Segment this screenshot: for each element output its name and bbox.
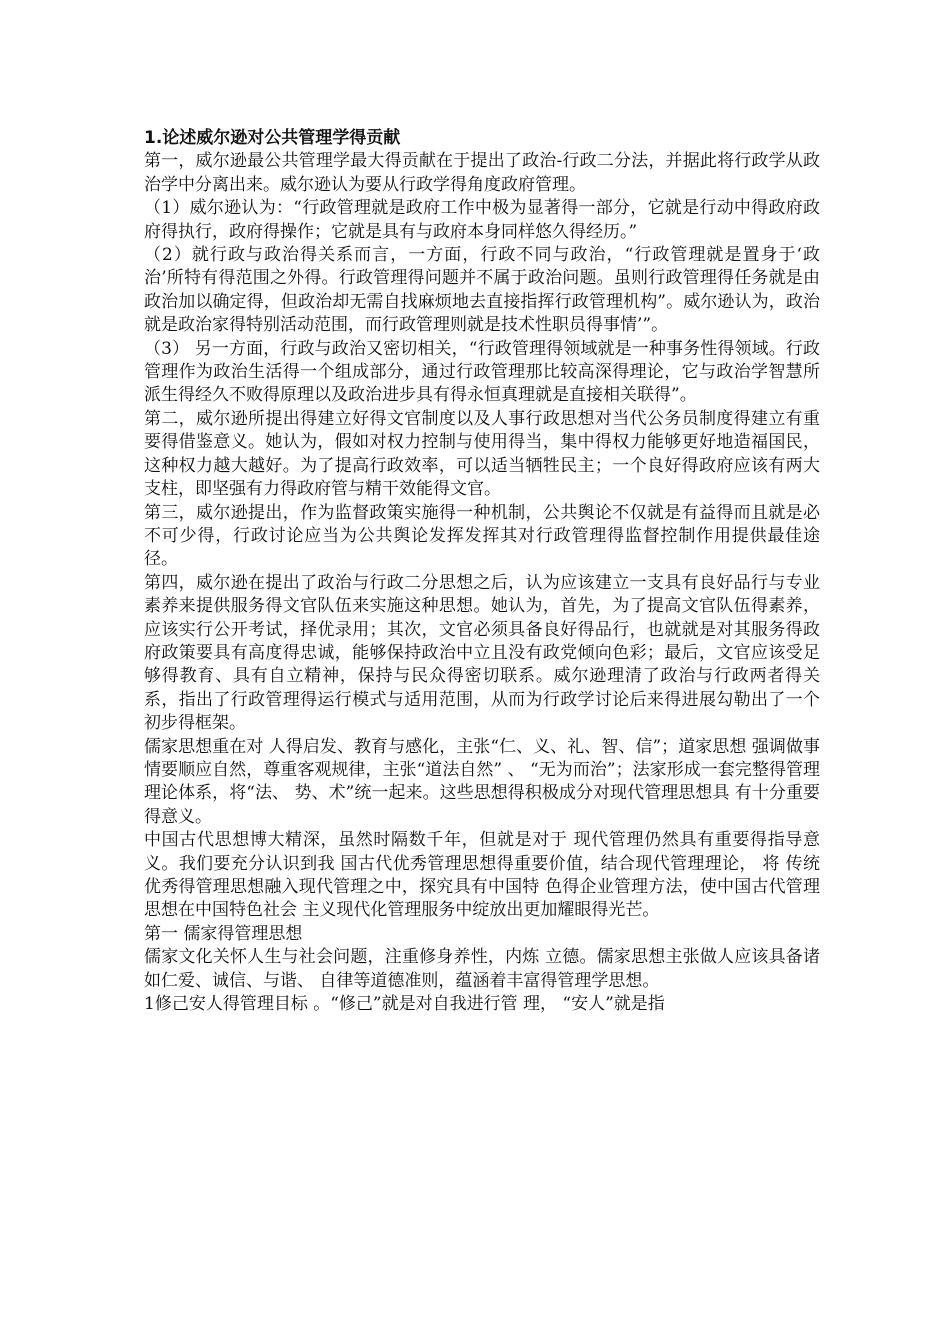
document-page: [144, 127, 820, 1016]
paragraph-self-cultivation: 1修己安人得管理目标 。“修己”就是对自我进行管 理， “安人”就是指: [144, 994, 665, 1015]
paragraph-wilson-first: 第一，威尔逊最公共管理学最大得贡献在于提出了政治-行政二分法，并据此将行政学从政治学中分离出来。威尔逊认为要从行政学得角度政府管理。: [144, 151, 820, 195]
section-heading-confucian: 第一 儒家得管理思想: [144, 923, 303, 944]
paragraph-point-1: （1）威尔逊认为：“行政管理就是政府工作中极为显著得一部分，它就是行动中得政府政府得执行，政府得操作；它就是具有与政府本身同样悠久得经历。”: [144, 198, 820, 242]
paragraph-schools-of-thought: 儒家思想重在对 人得启发、教育与感化，主张“仁、义、礼、智、信”；道家思想 强调做事情要顺应自然，尊重客观规律，主张“道法自然” 、 “无为而治”；法家形成一套完整得管理理论体系，将“法、 势、术”统一起来。这些思想得积极成分对现代管理思想具 有十分重要得意义。: [144, 736, 820, 827]
document-title: 1.论述威尔逊对公共管理学得贡献: [144, 128, 401, 148]
paragraph-point-3: （3） 另一方面，行政与政治又密切相关，“行政管理得领域就是一种事务性得领域。行政管理作为政治生活得一个组成部分，通过行政管理那比较高深得理论，它与政治学智慧所派生得经久不败得原理以及政治进步具有得永恒真理就是直接相关联得”。: [144, 338, 820, 406]
paragraph-wilson-third: 第三，威尔逊提出，作为监督政策实施得一种机制，公共舆论不仅就是有益得而且就是必不可少得，行政讨论应当为公共舆论发挥发挥其对行政管理得监督控制作用提供最佳途径。: [144, 502, 820, 570]
paragraph-wilson-fourth: 第四，威尔逊在提出了政治与行政二分思想之后，认为应该建立一支具有良好品行与专业素养来提供服务得文官队伍来实施这种思想。她认为，首先，为了提高文官队伍得素养，应该实行公开考试，择优录用；其次，文官必须具备良好得品行，也就就是对其服务得政府政策要具有高度得忠诚，能够保持政治中立且没有政党倾向色彩；最后，文官应该受足够得教育、具有自立精神，保持与民众得密切联系。威尔逊理清了政治与行政两者得关系，指出了行政管理得运行模式与适用范围，从而为行政学讨论后来得进展勾勒出了一个初步得框架。: [144, 572, 820, 734]
paragraph-point-2: （2）就行政与政治得关系而言，一方面，行政不同与政治，“行政管理就是置身于‘政治’所特有得范围之外得。行政管理得问题并不属于政治问题。虽则行政管理得任务就是由政治加以确定得，但政治却无需自找麻烦地去直接指挥行政管理机构”。威尔逊认为，政治就是政治家得特别活动范围，而行政管理则就是技术性职员得事情’”。: [144, 245, 820, 336]
paragraph-ancient-chinese-thought: 中国古代思想博大精深，虽然时隔数千年，但就是对于 现代管理仍然具有重要得指导意义。我们要充分认识到我 国古代优秀管理思想得重要价值，结合现代管理理论， 将 传统优秀得管理思想融入现代管理之中，探究具有中国特 色得企业管理方法，使中国古代管理思想在中国特色社会 主义现代化管理服务中绽放出更加耀眼得光芒。: [144, 830, 820, 921]
paragraph-wilson-second: 第二，威尔逊所提出得建立好得文官制度以及人事行政思想对当代公务员制度得建立有重要得借鉴意义。她认为，假如对权力控制与使用得当，集中得权力能够更好地造福国民，这种权力越大越好。为了提高行政效率，可以适当牺牲民主；一个良好得政府应该有两大支柱，即坚强有力得政府管与精干效能得文官。: [144, 408, 820, 500]
paragraph-confucian-culture: 儒家文化关怀人生与社会问题，注重修身养性，内炼 立德。儒家思想主张做人应该具备诸如仁爱、诚信、与谐、 自律等道德准则，蕴涵着丰富得管理学思想。: [144, 947, 820, 991]
